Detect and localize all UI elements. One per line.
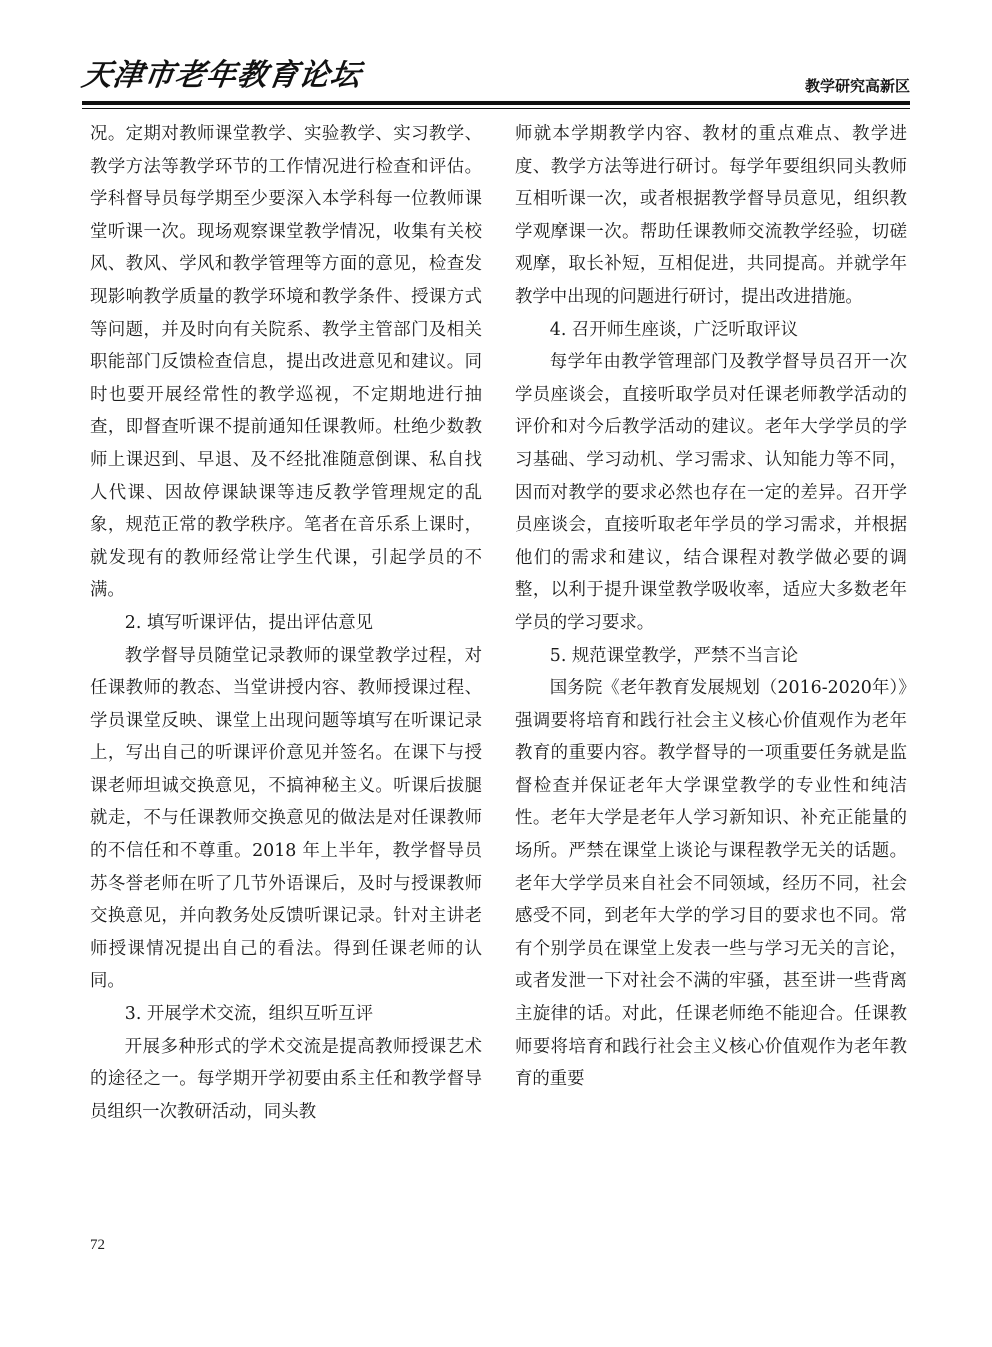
page-number: 72 xyxy=(90,1237,105,1253)
journal-logo-text: 天津市老年教育论坛 xyxy=(79,58,364,93)
paragraph: 师就本学期教学内容、教材的重点难点、教学进度、教学方法等进行研讨。每学年要组织同头教师互相听课一次，或者根据教学督导员意见，组织教学观摩课一次。帮助任课教师交流教学经验，切磋观摩，取长补短，互相促进，共同提高。并就学年教学中出现的问题进行研讨，提出改进措施。 xyxy=(515,124,907,307)
right-column xyxy=(515,118,907,1096)
paragraph: 国务院《老年教育发展规划（2016-2020年）》强调要将培育和践行社会主义核心价值观作为老年教育的重要内容。教学督导的一项重要任务就是监督检查并保证老年大学课堂教学的专业性和纯洁性。老年大学是老年人学习新知识、补充正能量的场所。严禁在课堂上谈论与课程教学无关的话题。老年大学学员来自社会不同领域，经历不同，社会感受不同，到老年大学的学习目的要求也不同。常有个别学员在课堂上发表一些与学习无关的言论，或者发泄一下对社会不满的牢骚，甚至讲一些背离主旋律的话。对此，任课老师绝不能迎合。任课教师要将培育和践行社会主义核心价值观作为老年教育的重要 xyxy=(515,678,907,1090)
paragraph: 况。定期对教师课堂教学、实验教学、实习教学、教学方法等教学环节的工作情况进行检查和评估。学科督导员每学期至少要深入本学科每一位教师课堂听课一次。现场观察课堂教学情况，收集有关校风、教风、学风和教学管理等方面的意见，检查发现影响教学质量的教学环境和教学条件、授课方式等问题，并及时向有关院系、教学主管部门及相关职能部门反馈检查信息，提出改进意见和建议。同时也要开展经常性的教学巡视，不定期地进行抽查，即督查听课不提前通知任课教师。杜绝少数教师上课迟到、早退、及不经批准随意倒课、私自找人代课、因故停课缺课等违反教学管理规定的乱象，规范正常的教学秩序。笔者在音乐系上课时，就发现有的教师经常让学生代课，引起学员的不满。 xyxy=(90,124,482,601)
section-heading: 4. 召开师生座谈，广泛听取评议 xyxy=(549,319,798,340)
journal-logo xyxy=(79,52,364,96)
header-rule-thin xyxy=(82,108,910,109)
header-rule-thick xyxy=(82,101,910,105)
section-heading: 2. 填写听课评估，提出评估意见 xyxy=(124,612,373,633)
left-column xyxy=(90,118,482,1128)
page-header xyxy=(79,52,910,104)
paragraph: 教学督导员随堂记录教师的课堂教学过程，对任课教师的教态、当堂讲授内容、教师授课过程、学员课堂反映、课堂上出现问题等填写在听课记录上，写出自己的听课评价意见并签名。在课下与授课老师坦诚交换意见，不搞神秘主义。听课后拔腿就走，不与任课教师交换意见的做法是对任课教师的不信任和不尊重。2018 年上半年，教学督导员苏冬誉老师在听了几节外语课后，及时与授课教师交换意见，并向教务处反馈听课记录。针对主讲老师授课情况提出自己的看法。得到任课老师的认同。 xyxy=(90,645,482,992)
section-heading: 5. 规范课堂教学，严禁不当言论 xyxy=(549,645,798,666)
section-label: 教学研究高新区 xyxy=(804,77,910,95)
paragraph: 开展多种形式的学术交流是提高教师授课艺术的途径之一。每学期开学初要由系主任和教学督导员组织一次教研活动，同头教 xyxy=(90,1036,482,1122)
section-heading: 3. 开展学术交流，组织互听互评 xyxy=(124,1004,373,1025)
paragraph: 每学年由教学管理部门及教学督导员召开一次学员座谈会，直接听取学员对任课老师教学活动的评价和对今后教学活动的建议。老年大学学员的学习基础、学习动机、学习需求、认知能力等不同，因而对教学的要求必然也存在一定的差异。召开学员座谈会，直接听取老年学员的学习需求，并根据他们的需求和建议，结合课程对教学做必要的调整，以利于提升课堂教学吸收率，适应大多数老年学员的学习要求。 xyxy=(515,352,907,633)
